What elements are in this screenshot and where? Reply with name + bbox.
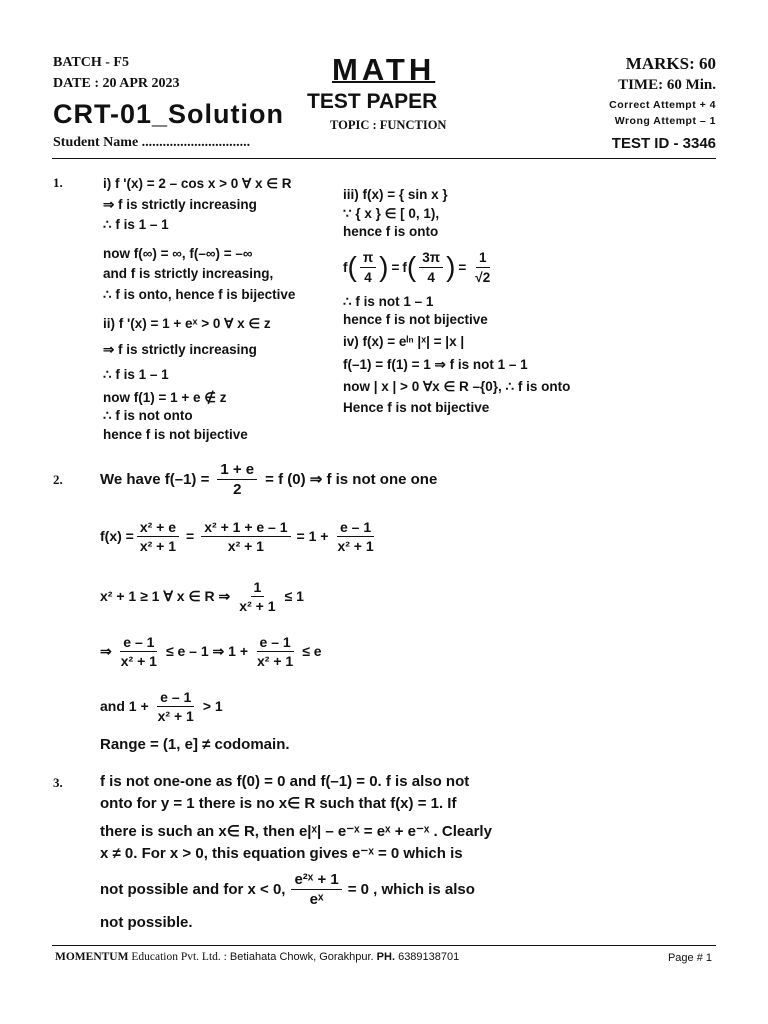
company-name: MOMENTUM xyxy=(55,951,129,963)
q1-ii-line: ∴ f is not onto xyxy=(103,408,193,424)
fraction-denominator: eˣ xyxy=(309,890,324,908)
q2-line-4 xyxy=(100,628,322,674)
q3-line: onto for y = 1 there is no x∈ R such that f(x) = 1. If xyxy=(100,795,457,812)
subject-heading: MATH xyxy=(332,52,436,87)
paren: ( xyxy=(406,251,417,283)
q1-iii-equation xyxy=(343,249,496,287)
header-divider xyxy=(52,158,716,159)
fraction xyxy=(472,249,493,287)
fraction-denominator: x² + 1 xyxy=(139,537,177,554)
fraction xyxy=(217,461,257,498)
fraction-denominator: x² + 1 xyxy=(157,707,194,724)
q1-ii-line: ⇒ f is strictly increasing xyxy=(103,341,257,357)
fraction-numerator: 3π xyxy=(419,249,443,269)
phone-number: 6389138701 xyxy=(395,951,460,963)
q1-iv-label: iv) xyxy=(343,334,359,349)
q2-text: ⇒ xyxy=(100,642,112,659)
fraction-denominator: 2 xyxy=(233,480,242,498)
paren: ) xyxy=(379,251,389,283)
q1-part-iv xyxy=(343,333,570,416)
fraction-denominator: 4 xyxy=(427,270,435,286)
page-title: CRT-01_Solution xyxy=(53,99,285,129)
q2-text: ≤ 1 xyxy=(284,588,304,604)
q1-part-i xyxy=(103,175,295,303)
q1-i-line: ∴ f is onto, hence f is bijective xyxy=(103,286,296,302)
fraction-numerator: x² + 1 + e – 1 xyxy=(201,519,290,537)
question-number: 1. xyxy=(53,175,63,190)
page-number: Page # 1 xyxy=(667,952,712,964)
fraction-numerator: e – 1 xyxy=(257,634,294,652)
fraction-denominator: x² + 1 xyxy=(227,537,264,554)
fraction-denominator: x² + 1 xyxy=(120,652,157,669)
q2-text: = f (0) ⇒ f is not one one xyxy=(265,471,438,488)
q3-text: = 0 , which is also xyxy=(347,880,475,898)
fraction-numerator: e²ˣ + 1 xyxy=(291,871,341,890)
fraction xyxy=(236,579,278,614)
fraction-numerator: e – 1 xyxy=(157,689,194,707)
fraction-numerator: 1 xyxy=(251,579,265,597)
q1-i-line: f '(x) = 2 – cos x > 0 ∀ x ∈ R xyxy=(115,176,292,191)
q3-body xyxy=(100,771,500,865)
q2-text: We have f(–1) = xyxy=(100,470,210,488)
q1-i-label: i) xyxy=(103,176,112,191)
fraction-denominator: 4 xyxy=(364,270,372,286)
eq-sign: = xyxy=(458,259,467,275)
correct-attempt-label: Correct Attempt + 4 xyxy=(609,99,716,111)
fraction xyxy=(155,689,197,724)
test-id-label: TEST ID - 3346 xyxy=(611,135,716,152)
paren: ) xyxy=(446,251,456,283)
q2-text: > 1 xyxy=(202,698,223,714)
company-address: Betiahata Chowk, Gorakhpur. xyxy=(226,951,374,963)
paren: ( xyxy=(347,251,357,283)
time-label: TIME: 60 Min. xyxy=(618,77,716,93)
q2-line-3 xyxy=(100,573,304,619)
q2-range-line: Range = (1, e] ≠ codomain. xyxy=(100,736,290,753)
fraction-numerator: e – 1 xyxy=(120,634,157,652)
question-number: 3. xyxy=(53,775,63,790)
fraction-denominator: x² + 1 xyxy=(239,597,276,614)
fraction xyxy=(137,519,179,554)
q3-line: x ≠ 0. For x > 0, this equation gives e⁻ˣ = 0 which is xyxy=(100,845,463,862)
fraction xyxy=(360,249,376,287)
q1-i-line: ⇒ f is strictly increasing xyxy=(103,196,257,212)
phone-label: PH. xyxy=(373,951,396,963)
q2-text: f(x) = xyxy=(100,528,134,544)
fraction-denominator: x² + 1 xyxy=(337,537,374,554)
topic-label: TOPIC : FUNCTION xyxy=(330,118,447,132)
q3-text: not possible and for x < 0, xyxy=(100,880,286,898)
fraction xyxy=(419,249,443,287)
q2-line-1 xyxy=(100,456,437,502)
q1-iv-line: now | x | > 0 ∀x ∈ R –{0}, ∴ f is onto xyxy=(343,379,571,395)
fraction xyxy=(118,634,160,669)
fraction-numerator: π xyxy=(360,249,376,269)
q1-i-line: now f(∞) = ∞, f(–∞) = –∞ xyxy=(103,245,253,261)
footer-divider xyxy=(52,945,716,946)
fraction-denominator: √2 xyxy=(475,270,491,286)
q1-part-ii xyxy=(103,315,271,443)
q1-ii-line: f '(x) = 1 + eˣ > 0 ∀ x ∈ z xyxy=(118,316,271,331)
q2-text: ≤ e – 1 ⇒ 1 + xyxy=(165,642,249,659)
q1-ii-line: ∴ f is 1 – 1 xyxy=(103,367,169,383)
question-number: 2. xyxy=(53,472,63,487)
fraction-numerator: x² + e xyxy=(137,519,179,537)
q1-part-iii xyxy=(343,186,496,329)
q2-text: and 1 + xyxy=(100,698,149,714)
q2-line-2 xyxy=(100,513,380,559)
fraction xyxy=(334,519,376,554)
eq-sign: = xyxy=(186,528,195,544)
q1-iii-line: ∵ { x } ∈ [ 0, 1), xyxy=(343,205,440,221)
q1-iii-line: hence f is onto xyxy=(343,224,439,240)
batch-label: BATCH - F5 xyxy=(53,55,129,70)
marks-label: MARKS: 60 xyxy=(625,54,716,73)
fraction-numerator: e – 1 xyxy=(337,519,374,537)
q1-iii-line: ∴ f is not 1 – 1 xyxy=(343,293,434,309)
paper-heading: TEST PAPER xyxy=(307,90,438,113)
eq-sign: = xyxy=(391,259,400,275)
q1-iii-line: f(x) = { sin x } xyxy=(362,187,448,202)
q1-iv-line: f(x) = eˡⁿ |ˣ| = |x | xyxy=(362,334,465,349)
q1-iii-label: iii) xyxy=(343,187,359,202)
q2-text: x² + 1 ≥ 1 ∀ x ∈ R ⇒ xyxy=(100,587,231,604)
student-name-field: Student Name ............................... xyxy=(53,135,251,150)
fraction xyxy=(254,634,296,669)
q1-ii-line: now f(1) = 1 + e ∉ z xyxy=(103,389,227,405)
fraction xyxy=(201,519,290,554)
fraction-denominator: x² + 1 xyxy=(257,652,294,669)
q2-line-5 xyxy=(100,683,223,729)
q1-iv-line: f(–1) = f(1) = 1 ⇒ f is not 1 – 1 xyxy=(343,356,528,372)
q1-ii-line: hence f is not bijective xyxy=(103,426,248,442)
q1-iv-line: Hence f is not bijective xyxy=(343,399,490,415)
footer-info xyxy=(55,951,459,963)
fraction-numerator: 1 + e xyxy=(217,461,257,480)
q3-line-5 xyxy=(100,866,475,912)
eq-symbol: f xyxy=(402,259,407,275)
eq-symbol: f xyxy=(343,259,348,275)
fraction xyxy=(291,871,341,908)
company-rest: Education Pvt. Ltd. : xyxy=(128,951,227,963)
q2-text: ≤ e xyxy=(302,643,322,659)
date-label: DATE : 20 APR 2023 xyxy=(53,76,180,91)
q1-iii-line: hence f is not bijective xyxy=(343,312,488,328)
q3-line: f is not one-one as f(0) = 0 and f(–1) = 0. f is also not xyxy=(100,773,470,790)
q1-i-line: and f is strictly increasing, xyxy=(103,266,274,282)
q2-text: = 1 + xyxy=(296,528,329,544)
fraction-numerator: 1 xyxy=(476,249,490,269)
q3-line: there is such an x∈ R, then e|ˣ| – e⁻ˣ = eˣ + e⁻ˣ . Clearly xyxy=(100,823,492,840)
wrong-attempt-label: Wrong Attempt – 1 xyxy=(614,115,716,127)
q1-i-line: ∴ f is 1 – 1 xyxy=(103,217,169,233)
q3-line: not possible. xyxy=(100,914,193,931)
q1-ii-label: ii) xyxy=(103,316,115,331)
